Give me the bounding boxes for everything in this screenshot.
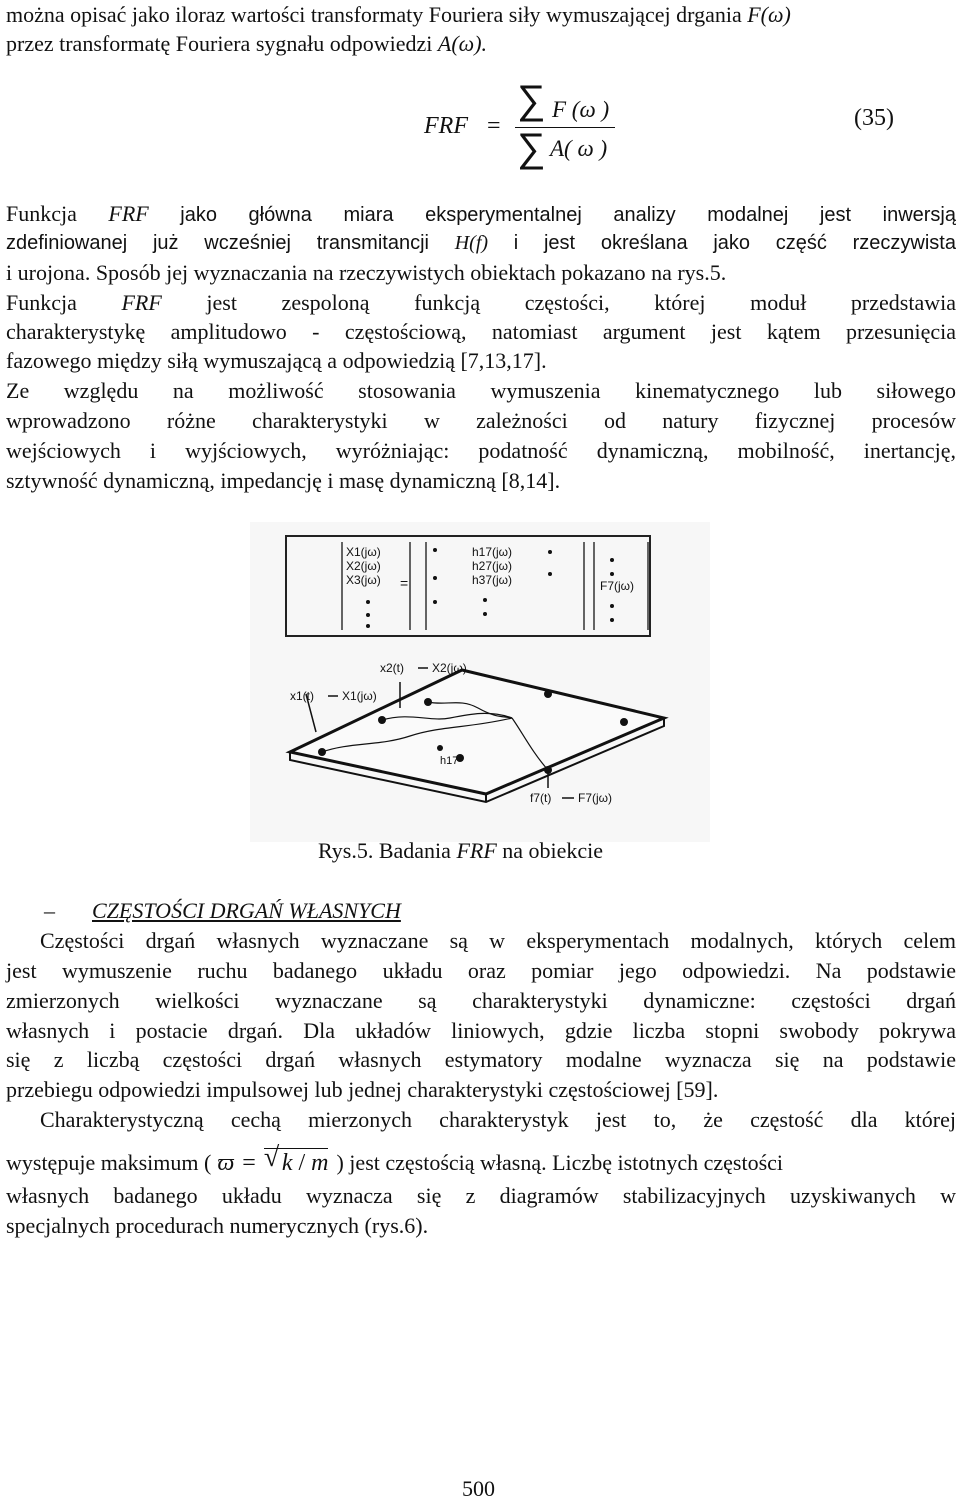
para4-line-2: jest wymuszenie ruchu badanego układu oraz pomiar jego odpowiedzi. Na podstawie [6,958,956,983]
matrix-x1: X1(jω) [346,545,381,559]
label-x1t: x1(t) [290,689,314,703]
math-omega: ϖ [217,1150,235,1176]
equation-number: (35) [854,105,894,131]
para1-line-2 [6,229,956,258]
para2-line-1 [6,288,956,317]
section-title: CZĘSTOŚCI DRGAŃ WŁASNYCH [92,898,401,923]
text: jest zespoloną funkcją częstości, której moduł przedstawia [161,290,956,315]
text: Funkcja [6,201,109,226]
para4-line-3: zmierzonych wielkości wyznaczane są charakterystyki dynamiczne: częstości drgań [6,988,956,1013]
para1-line-1 [6,199,956,230]
matrix-equals: = [400,575,409,591]
label-x2t: x2(t) [380,661,404,675]
matrix-x3: X3(jω) [346,573,381,587]
para2-line-2: charakterystykę amplitudowo - częstościową, natomiast argument jest kątem przesunięcia [6,319,956,344]
label-f7t: f7(t) [530,791,552,805]
page-number: 500 [462,1476,495,1501]
para3-line-4: sztywność dynamiczną, impedancję i masę dynamiczną [8,14]. [6,468,561,493]
para2-line-3: fazowego między siłą wymuszającą a odpowiedzią [7,13,17]. [6,348,547,373]
matrix-h17: h17(jω) [472,545,513,559]
label-F7jw: F7(jω) [578,791,613,805]
text: zdefiniowanej już wcześniej transmitancji [6,232,455,254]
equation-denominator: A( ω ) [550,136,608,161]
text: i jest określana jako część rzeczywista [488,232,956,254]
math-FRF: FRF [456,838,497,863]
para3-line-3: wejściowych i wyjściowych, wyróżniając: podatność dynamiczną, mobilność, inertancję, [6,438,956,463]
para5-line-1: Charakterystyczną cechą mierzonych charakterystyk jest to, że częstość dla której [40,1107,956,1132]
para5-line-2 [6,1142,956,1178]
text: można opisać jako iloraz wartości transformaty Fouriera siły wymuszającej drgania [6,2,748,27]
para3-line-1: Ze względu na możliwość stosowania wymuszenia kinematycznego lub siłowego [6,378,956,403]
figure-5 [250,522,710,842]
para5-line-3: własnych badanego układu wyznacza się z diagramów stabilizacyjnych uzyskiwanych w [6,1183,956,1208]
intro-line-1 [6,0,956,29]
text: jako główna miara eksperymentalnej analizy modalnej jest inwersją [148,204,956,226]
sum-symbol-top: ∑ [517,78,546,122]
matrix-F7: F7(jω) [600,579,635,593]
matrix-h27: h27(jω) [472,559,513,573]
math-H-f: H(f) [454,232,489,254]
label-X2jw: X2(jω) [432,661,467,675]
text: występuje maksimum ( [6,1150,212,1175]
section-dash: – [44,898,55,923]
label-X1jw: X1(jω) [342,689,377,703]
text: Funkcja [6,290,122,315]
math-F-omega: F(ω) [747,2,791,27]
math-FRF: FRF [108,201,149,226]
sum-symbol-bottom: ∑ [517,126,546,170]
para3-line-2: wprowadzono różne charakterystyki w zależności od natury fizycznej procesów [6,408,956,433]
text: na obiekcie [496,838,604,863]
matrix-x2: X2(jω) [346,559,381,573]
equation-numerator: F (ω ) [552,97,610,122]
math-equals: = [242,1150,256,1176]
equation-equals: = [487,113,501,139]
para4-line-4: własnych i postacie drgań. Dla układów liniowych, gdzie liczba stopni swobody pokrywa [6,1018,956,1043]
para4-line-6: przebiegu odpowiedzi impulsowej lub jednej charakterystyki częstościowej [59]. [6,1077,719,1102]
intro-line-2 [6,29,956,58]
para1-line-3: i urojona. Sposób jej wyznaczania na rzeczywistych obiektach pokazano na rys.5. [6,260,727,285]
math-slash: / [298,1150,306,1176]
math-k: k [281,1150,293,1176]
math-FRF: FRF [121,290,162,315]
figure-caption [318,836,718,865]
equation-lhs: FRF [424,113,468,139]
math-sqrt [263,1142,329,1178]
para4-line-1: Częstości drgań własnych wyznaczane są w eksperymentach modalnych, których celem [40,928,956,953]
text: Rys.5. Badania [318,838,457,863]
para4-line-5: się z liczbą częstości drgań własnych estymatory modalne wyznacza się na podstawie [6,1047,956,1072]
label-h17: h17 [440,755,459,767]
para5-line-4: specjalnych procedurach numerycznych (rys.6). [6,1213,429,1238]
text: przez transformatę Fouriera sygnału odpowiedzi [6,31,438,56]
matrix-h37: h37(jω) [472,573,513,587]
sqrt-sign: √ [263,1142,280,1173]
math-A-omega: A(ω). [437,31,488,56]
math-m: m [311,1150,329,1176]
text: ) jest częstością własną. Liczbę istotnych częstości [336,1150,784,1175]
